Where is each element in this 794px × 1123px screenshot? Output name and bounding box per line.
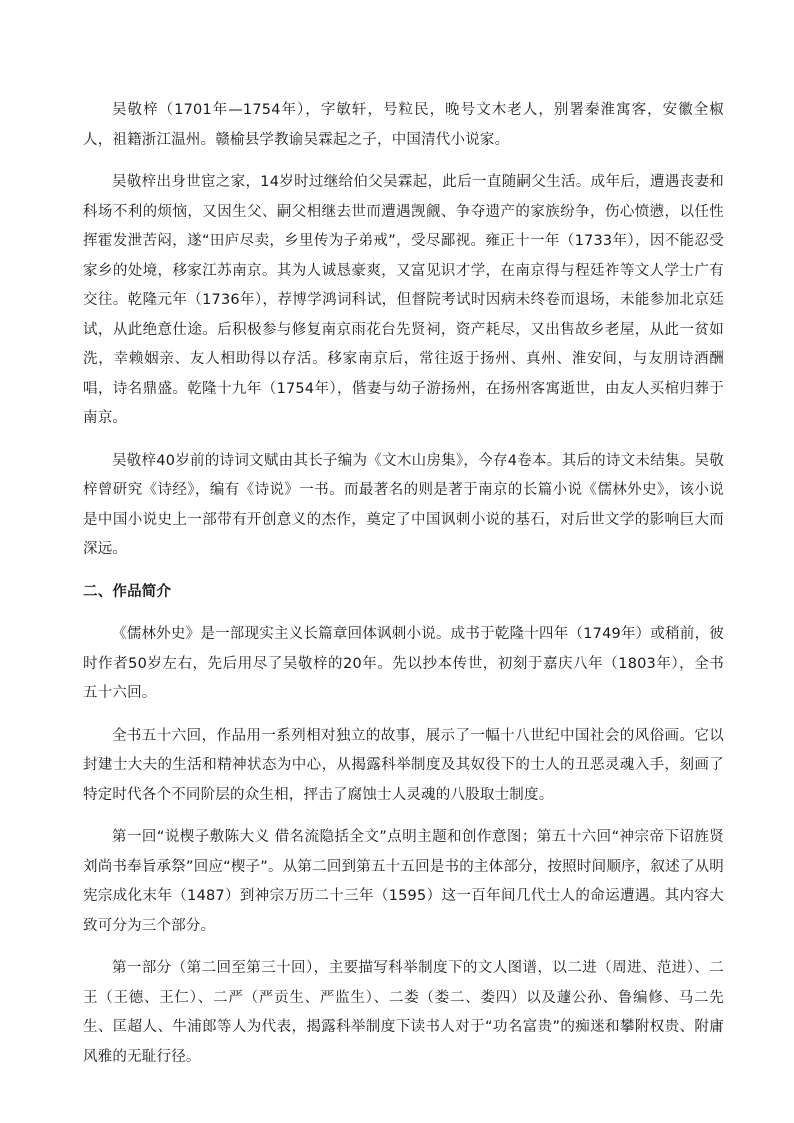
biography-paragraph-2: 吴敬梓出身世宦之家，14岁时过继给伯父吴霖起，此后一直随嗣父生活。成年后，遭遇丧妻和科场不利的烦恼，又因生父、嗣父相继去世而遭遇觊觎、争夺遗产的家族纷争，伤心愤懑，以任性挥霍发泄苦闷，遂“田庐尽卖，乡里传为子弟戒”，受尽鄙视。雍正十一年（1733年），因不能忍受家乡的处境，移家江苏南京。其为人诚恳豪爽，又富见识才学，在南京得与程廷祚等文人学士广有交往。乾隆元年（1736年），荐博学鸿词科试，但督院考试时因病未终卷而退场，未能参加北京廷试，从此绝意仕途。后积极参与修复南京雨花台先贤祠，资产耗尽，又出售故乡老屋，从此一贫如洗，幸赖姻亲、友人相助得以存活。移家南京后，常往返于扬州、真州、淮安间，与友朋诗酒酬唱，诗名鼎盛。乾隆十九年（1754年），偕妻与幼子游扬州，在扬州客寓逝世，由友人买棺归葬于南京。 [83,174,724,426]
section-heading-works: 二、作品简介 [83,583,172,600]
works-paragraph-2: 全书五十六回，作品用一系列相对独立的故事，展示了一幅十八世纪中国社会的风俗画。它以封建士大夫的生活和精神状态为中心，从揭露科举制度及其奴役下的士人的丑恶灵魂入手，刻画了特定时代各个不同阶层的众生相，抨击了腐蚀士人灵魂的八股取士制度。 [83,727,724,803]
works-paragraph-1: 《儒林外史》是一部现实主义长篇章回体讽刺小说。成书于乾隆十四年（1749年）或稍前，彼时作者50岁左右，先后用尽了吴敬梓的20年。先以抄本传世，初刻于嘉庆八年（1803年），全书五十六回。 [83,626,724,701]
works-paragraph-3: 第一回“说楔子敷陈大义 借名流隐括全文”点明主题和创作意图；第五十六回“神宗帝下诏旌贤 刘尚书奉旨承祭”回应“楔子”。从第二回到第五十五回是书的主体部分，按照时间顺序，叙述了从明宪宗成化末年（1487）到神宗万历二十三年（1595）这一百年间几代士人的命运遭遇。其内容大致可分为三个部分。 [83,829,724,934]
works-paragraph-4: 第一部分（第二回至第三十回），主要描写科举制度下的文人图谱，以二进（周进、范进）、二王（王德、王仁）、二严（严贡生、严监生）、二娄（娄二、娄四）以及蘧公孙、鲁编修、马二先生、匡超人、牛浦郎等人为代表，揭露科举制度下读书人对于“功名富贵”的痴迷和攀附权贵、附庸风雅的无耻行径。 [83,960,724,1065]
biography-paragraph-3: 吴敬梓40岁前的诗词文赋由其长子编为《文木山房集》，今存4卷本。其后的诗文未结集。吴敬梓曾研究《诗经》，编有《诗说》一书。而最著名的则是著于南京的长篇小说《儒林外史》，该小说是中国小说史上一部带有开创意义的杰作，奠定了中国讽刺小说的基石，对后世文学的影响巨大而深远。 [83,452,724,557]
biography-paragraph-1: 吴敬梓（1701年—1754年），字敏轩，号粒民，晚号文木老人，别署秦淮寓客，安徽全椒人，祖籍浙江温州。赣榆县学教谕吴霖起之子，中国清代小说家。 [83,102,724,148]
